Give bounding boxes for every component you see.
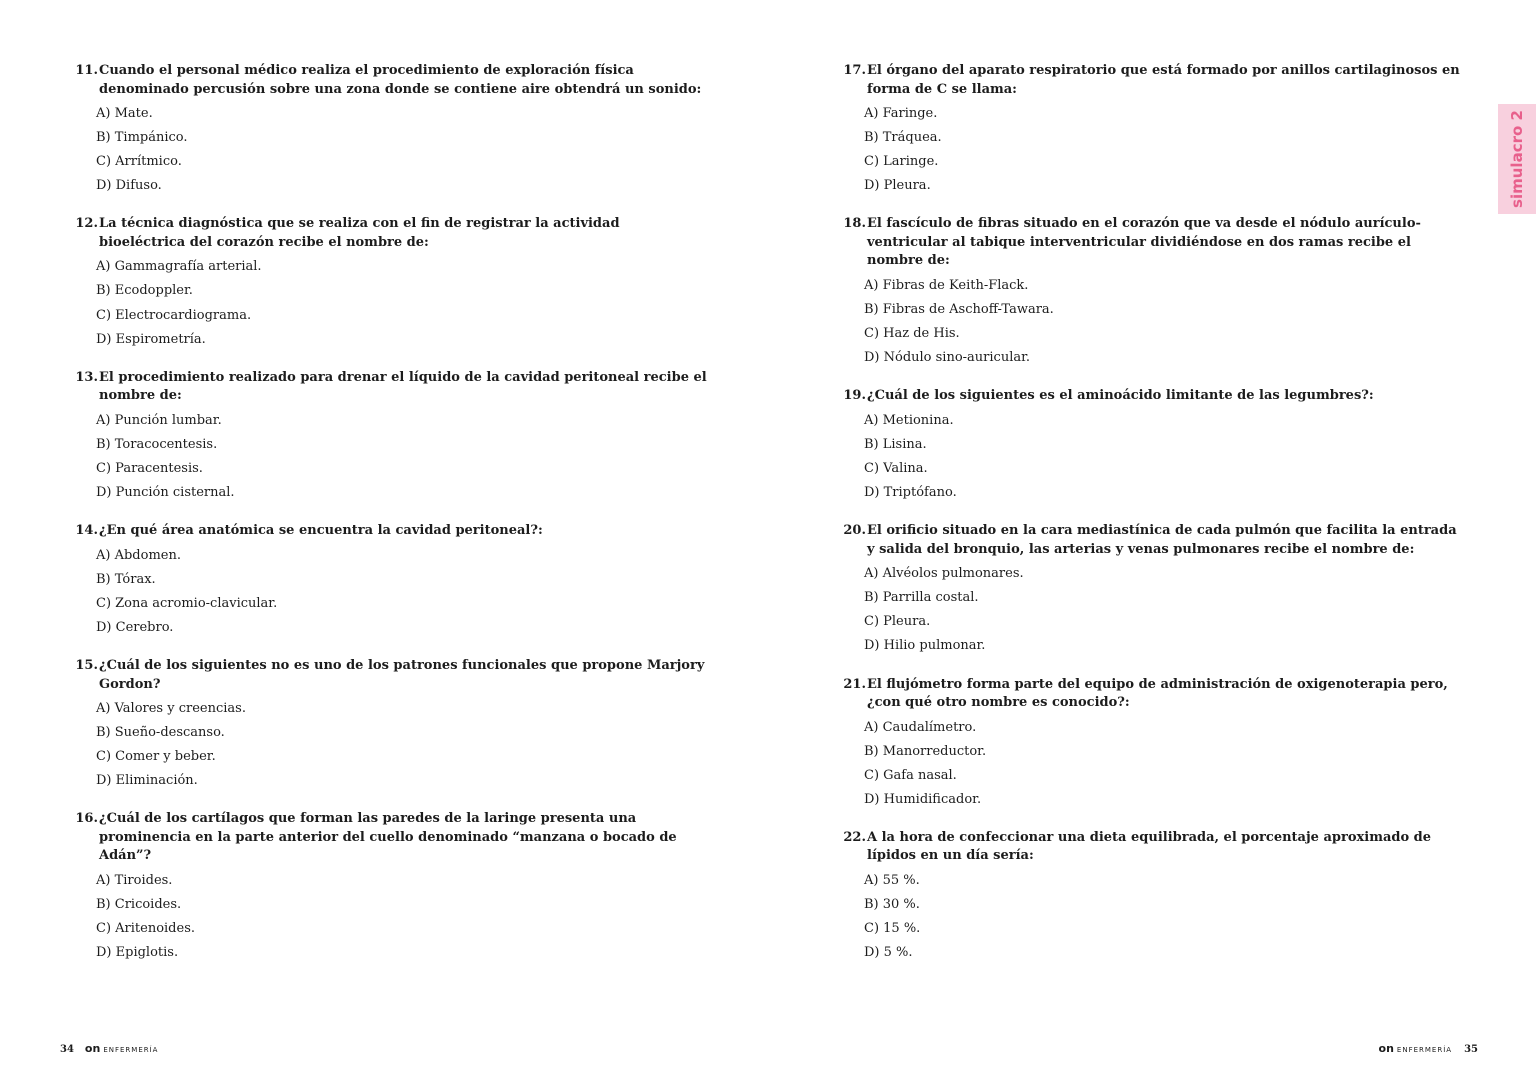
question-item [70, 657, 710, 793]
question-item [70, 215, 710, 351]
question-number: 13. [75, 369, 98, 385]
answer-options [838, 869, 1462, 965]
question-number: 14. [75, 523, 98, 539]
question-text: La técnica diagnóstica que se realiza con el fin de registrar la actividad bioeléctrica del corazón recibe el nombre de: [99, 216, 620, 250]
section-tab [1498, 104, 1536, 214]
question-stem [70, 810, 710, 866]
question-item [838, 522, 1462, 658]
question-text: El órgano del aparato respiratorio que está formado por anillos cartilaginosos en forma de C se llama: [867, 63, 1460, 97]
question-number: 11. [75, 63, 98, 78]
answer-option: C) Gafa nasal. [864, 767, 957, 783]
answer-options [838, 102, 1462, 198]
brand-logo-name: ENFERMERÍA [103, 1046, 159, 1054]
answer-option: D) Epiglotis. [96, 945, 179, 961]
answer-option: C) Comer y beber. [96, 749, 216, 765]
answer-options [70, 102, 710, 198]
question-item [70, 810, 710, 965]
answer-option: A) Punción lumbar. [96, 412, 222, 428]
answer-option: D) Hilio pulmonar. [864, 638, 986, 654]
answer-option: D) Triptófano. [864, 485, 957, 501]
answer-options [838, 562, 1462, 658]
question-text: ¿Cuál de los cartílagos que forman las paredes de la laringe presenta una prominencia en la parte anterior del cuello denominado “manzana o bocado de Adán”? [99, 811, 677, 864]
answer-option: C) Arrítmico. [96, 154, 182, 170]
question-number: 18. [843, 216, 866, 232]
question-stem [70, 62, 710, 99]
answer-option: C) Laringe. [864, 154, 939, 170]
question-stem [838, 676, 1462, 713]
answer-options [70, 869, 710, 965]
left-column [70, 62, 710, 982]
answer-option: B) Fibras de Aschoff-Tawara. [864, 301, 1054, 317]
question-stem [838, 215, 1462, 271]
answer-option: A) Metionina. [864, 412, 954, 428]
question-number: 16. [75, 811, 98, 827]
question-text: El procedimiento realizado para drenar el líquido de la cavidad peritoneal recibe el nombre de: [99, 369, 707, 404]
answer-option: C) Paracentesis. [96, 460, 203, 476]
question-text: Cuando el personal médico realiza el procedimiento de exploración física denominado percusión sobre una zona donde se contiene aire obtendrá un sonido: [99, 63, 702, 97]
question-stem [70, 657, 710, 694]
section-tab-label: simulacro 2 [1508, 110, 1526, 208]
question-number: 19. [843, 388, 866, 404]
question-item [70, 62, 710, 198]
answer-option: C) Pleura. [864, 614, 931, 630]
answer-option: C) 15 %. [864, 921, 921, 937]
question-text: El fascículo de fibras situado en el corazón que va desde el nódulo aurículo-ventricular al tabique interventricular dividiéndose en dos ramas recibe el nombre de: [867, 216, 1421, 269]
answer-option: C) Haz de His. [864, 326, 960, 342]
answer-option: D) Pleura. [864, 178, 931, 194]
answer-options [70, 697, 710, 793]
question-stem [838, 387, 1462, 406]
question-text: ¿En qué área anatómica se encuentra la cavidad peritoneal?: [99, 523, 543, 539]
answer-option: A) Alvéolos pulmonares. [864, 566, 1024, 582]
answer-options [70, 409, 710, 505]
answer-option: B) Manorreductor. [864, 743, 987, 759]
answer-option: C) Valina. [864, 460, 928, 476]
page-number-right: 35 [1464, 1044, 1478, 1055]
answer-option: A) Mate. [96, 106, 153, 121]
answer-option: D) Nódulo sino-auricular. [864, 350, 1031, 366]
answer-option: D) 5 %. [864, 945, 913, 961]
answer-option: B) Cricoides. [96, 896, 182, 912]
question-text: ¿Cuál de los siguientes es el aminoácido limitante de las legumbres?: [867, 388, 1374, 404]
answer-option: D) Eliminación. [96, 773, 198, 789]
question-number: 21. [843, 676, 866, 692]
question-item [838, 829, 1462, 965]
question-stem [838, 522, 1462, 559]
answer-option: B) Sueño-descanso. [96, 725, 225, 741]
right-column [838, 62, 1462, 982]
question-number: 12. [75, 216, 98, 232]
answer-option: D) Cerebro. [96, 619, 174, 635]
question-text: El flujómetro forma parte del equipo de administración de oxigenoterapia pero, ¿con qué otro nombre es conocido?: [867, 676, 1448, 710]
answer-option: B) Lisina. [864, 436, 927, 452]
question-stem [838, 829, 1462, 866]
answer-options [70, 255, 710, 351]
question-text: ¿Cuál de los siguientes no es uno de los patrones funcionales que propone Marjory Gordon? [99, 658, 705, 692]
answer-option: B) Tórax. [96, 571, 156, 587]
question-stem [838, 62, 1462, 99]
answer-option: A) Abdomen. [96, 547, 181, 563]
question-item [838, 387, 1462, 505]
answer-options [838, 274, 1462, 370]
question-item [70, 369, 710, 505]
answer-option: B) Tráquea. [864, 130, 942, 146]
footer-left [60, 1042, 158, 1055]
answer-option: A) Tiroides. [96, 872, 173, 888]
question-item [838, 62, 1462, 198]
page-number-left: 34 [60, 1044, 74, 1055]
answer-options [70, 544, 710, 640]
question-text: El orificio situado en la cara mediastínica de cada pulmón que facilita la entrada y salida del bronquio, las arterias y venas pulmonares recibe el nombre de: [867, 523, 1457, 557]
answer-option: A) Faringe. [864, 106, 938, 121]
answer-option: A) Fibras de Keith-Flack. [864, 277, 1029, 293]
question-text: A la hora de confeccionar una dieta equilibrada, el porcentaje aproximado de lípidos en un día sería: [867, 829, 1432, 864]
question-item [838, 676, 1462, 812]
answer-option: C) Aritenoides. [96, 921, 196, 937]
answer-option: C) Electrocardiograma. [96, 307, 252, 323]
brand-logo-name: ENFERMERÍA [1396, 1046, 1453, 1054]
answer-option: A) Gammagrafía arterial. [96, 259, 262, 275]
question-number: 15. [75, 658, 98, 673]
answer-option: B) 30 %. [864, 896, 920, 912]
answer-options [838, 409, 1462, 505]
question-item [70, 522, 710, 640]
question-stem [70, 215, 710, 252]
brand-logo-on: on [84, 1042, 101, 1055]
answer-option: D) Espirometría. [96, 331, 206, 347]
answer-option: A) 55 %. [864, 872, 920, 888]
answer-options [838, 716, 1462, 812]
question-item [838, 215, 1462, 370]
question-number: 17. [843, 63, 866, 78]
answer-option: B) Timpánico. [96, 130, 188, 146]
brand-logo-on: on [1378, 1042, 1394, 1055]
question-stem [70, 369, 710, 406]
answer-option: A) Valores y creencias. [96, 701, 246, 716]
answer-option: D) Humidificador. [864, 791, 982, 807]
answer-option: C) Zona acromio-clavicular. [96, 595, 278, 611]
footer-right [1379, 1042, 1478, 1055]
answer-option: D) Punción cisternal. [96, 485, 235, 501]
question-stem [70, 522, 710, 541]
answer-option: A) Caudalímetro. [864, 719, 977, 735]
answer-option: D) Difuso. [96, 178, 162, 194]
answer-option: B) Toracocentesis. [96, 436, 218, 452]
answer-option: B) Parrilla costal. [864, 590, 979, 606]
answer-option: B) Ecodoppler. [96, 283, 193, 299]
question-number: 20. [843, 523, 866, 539]
question-number: 22. [843, 829, 866, 845]
